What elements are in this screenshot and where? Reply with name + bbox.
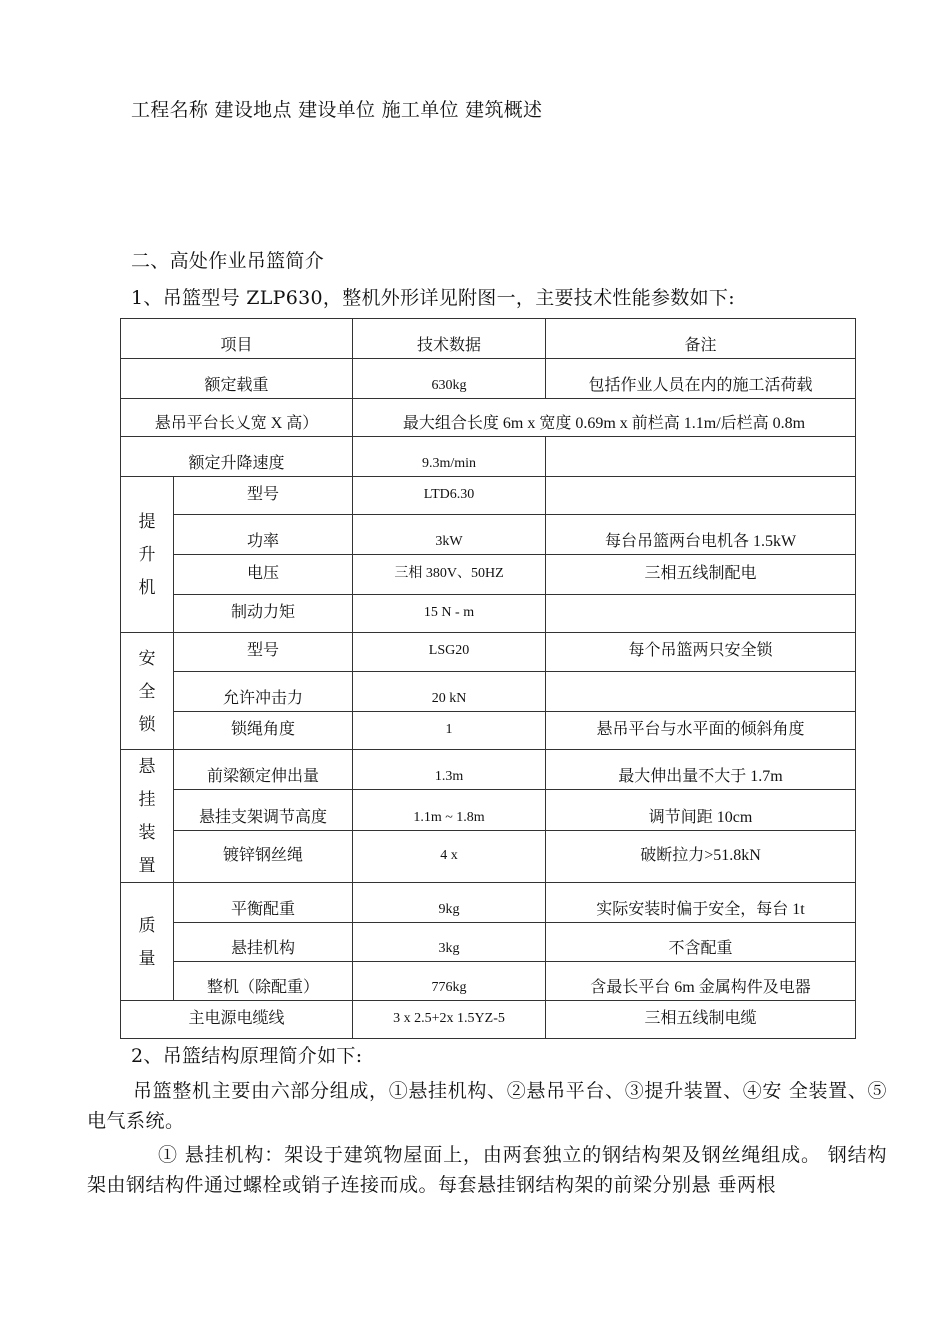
group-char: 提 — [138, 512, 156, 531]
group-char: 机 — [138, 578, 156, 597]
header-line: 工程名称 建设地点 建设单位 施工单位 建筑概述 — [131, 99, 543, 121]
spec-table-container — [120, 318, 855, 1039]
row-label: 制动力矩 — [174, 595, 353, 633]
group-suspension — [121, 750, 174, 883]
row-value: 1 — [353, 712, 546, 750]
row-note: 每个吊篮两只安全锁 — [546, 633, 856, 672]
row-note — [546, 672, 856, 712]
table-row — [121, 399, 856, 437]
row-note: 调节间距 10cm — [546, 790, 856, 831]
row-label: 电压 — [174, 555, 353, 595]
row-label: 额定载重 — [121, 359, 353, 399]
row-label: 悬挂机构 — [174, 923, 353, 962]
row-note: 包括作业人员在内的施工活荷载 — [546, 359, 856, 399]
row-note: 三相五线制电缆 — [546, 1001, 856, 1039]
table-row — [121, 437, 856, 477]
group-char: 安 — [138, 648, 156, 668]
row-label: 额定升降速度 — [121, 437, 353, 477]
table-row — [121, 595, 856, 633]
group-char: 挂 — [138, 790, 156, 809]
table-row — [121, 515, 856, 555]
table-row — [121, 477, 856, 515]
row-value: LSG20 — [353, 633, 546, 672]
table-row — [121, 672, 856, 712]
table-row — [121, 962, 856, 1001]
row-label: 悬挂支架调节高度 — [174, 790, 353, 831]
row-note — [546, 477, 856, 515]
paragraph-text: 吊篮整机主要由六部分组成，①悬挂机构、②悬吊平台、③提升装置、④安 全装置、⑤电气系统。 — [87, 1080, 887, 1132]
row-value: 630kg — [353, 359, 546, 399]
row-label: 悬吊平台长乂宽 X 高） — [121, 399, 353, 437]
row-note: 破断拉力>51.8kN — [546, 831, 856, 883]
table-header-row — [121, 319, 856, 359]
row-value: 1.1m ~ 1.8m — [353, 790, 546, 831]
row-value: 15 N - m — [353, 595, 546, 633]
row-note: 悬吊平台与水平面的倾斜角度 — [546, 712, 856, 750]
paragraph-composition — [87, 1076, 887, 1136]
row-value: 776kg — [353, 962, 546, 1001]
row-note: 最大伸出量不大于 1.7m — [546, 750, 856, 790]
item-one-heading: 1、吊篮型号 ZLP630，整机外形详见附图一，主要技术性能参数如下: — [131, 287, 735, 309]
row-label: 前梁额定伸出量 — [174, 750, 353, 790]
row-label: 锁绳角度 — [174, 712, 353, 750]
row-value: 最大组合长度 6m x 宽度 0.69m x 前栏高 1.1m/后栏高 0.8m — [353, 399, 856, 437]
row-note: 不含配重 — [546, 923, 856, 962]
row-value: 4 x — [353, 831, 546, 883]
row-note: 三相五线制配电 — [546, 555, 856, 595]
table-row — [121, 750, 856, 790]
group-char: 置 — [138, 856, 156, 875]
row-label: 功率 — [174, 515, 353, 555]
section-two-title: 二、高处作业吊篮简介 — [131, 250, 325, 272]
row-note — [546, 437, 856, 477]
row-label: 镀锌钢丝绳 — [174, 831, 353, 883]
row-label: 允许冲击力 — [174, 672, 353, 712]
row-note: 每台吊篮两台电机各 1.5kW — [546, 515, 856, 555]
table-row — [121, 790, 856, 831]
row-value: 20 kN — [353, 672, 546, 712]
row-label: 平衡配重 — [174, 883, 353, 923]
row-label: 型号 — [174, 477, 353, 515]
row-value: 9.3m/min — [353, 437, 546, 477]
header-note: 备注 — [546, 319, 856, 359]
table-row — [121, 1001, 856, 1039]
row-label: 整机（除配重） — [174, 962, 353, 1001]
row-value: 1.3m — [353, 750, 546, 790]
table-row — [121, 633, 856, 672]
group-char: 锁 — [138, 714, 156, 734]
group-char: 量 — [138, 948, 156, 968]
row-value: 三相 380V、50HZ — [353, 555, 546, 595]
spec-table — [120, 318, 856, 1039]
row-note: 含最长平台 6m 金属构件及电器 — [546, 962, 856, 1001]
group-hoist — [121, 477, 174, 633]
row-value: LTD6.30 — [353, 477, 546, 515]
group-mass — [121, 883, 174, 1001]
header-tech-data: 技术数据 — [353, 319, 546, 359]
group-char: 质 — [138, 915, 156, 935]
group-char: 装 — [138, 823, 156, 842]
row-value: 3kg — [353, 923, 546, 962]
table-row — [121, 923, 856, 962]
row-note — [546, 595, 856, 633]
row-value: 9kg — [353, 883, 546, 923]
group-char: 全 — [138, 681, 156, 701]
row-label: 主电源电缆线 — [121, 1001, 353, 1039]
table-row — [121, 883, 856, 923]
row-note: 实际安装时偏于安全，每台 1t — [546, 883, 856, 923]
table-row — [121, 555, 856, 595]
group-safety-lock — [121, 633, 174, 750]
group-char: 悬 — [138, 757, 156, 776]
paragraph-text: ① 悬挂机构：架设于建筑物屋面上，由两套独立的钢结构架及钢丝绳组成。 钢结构架由钢结构件通过螺栓或销子连接而成。每套悬挂钢结构架的前梁分别悬 垂两根 — [87, 1144, 887, 1196]
paragraph-suspension — [87, 1140, 887, 1200]
table-row — [121, 831, 856, 883]
item-two-heading: 2、吊篮结构原理简介如下: — [131, 1045, 363, 1067]
row-value: 3kW — [353, 515, 546, 555]
table-row — [121, 359, 856, 399]
row-value: 3 x 2.5+2x 1.5YZ-5 — [353, 1001, 546, 1039]
header-item: 项目 — [121, 319, 353, 359]
table-row — [121, 712, 856, 750]
group-char: 升 — [138, 545, 156, 564]
row-label: 型号 — [174, 633, 353, 672]
